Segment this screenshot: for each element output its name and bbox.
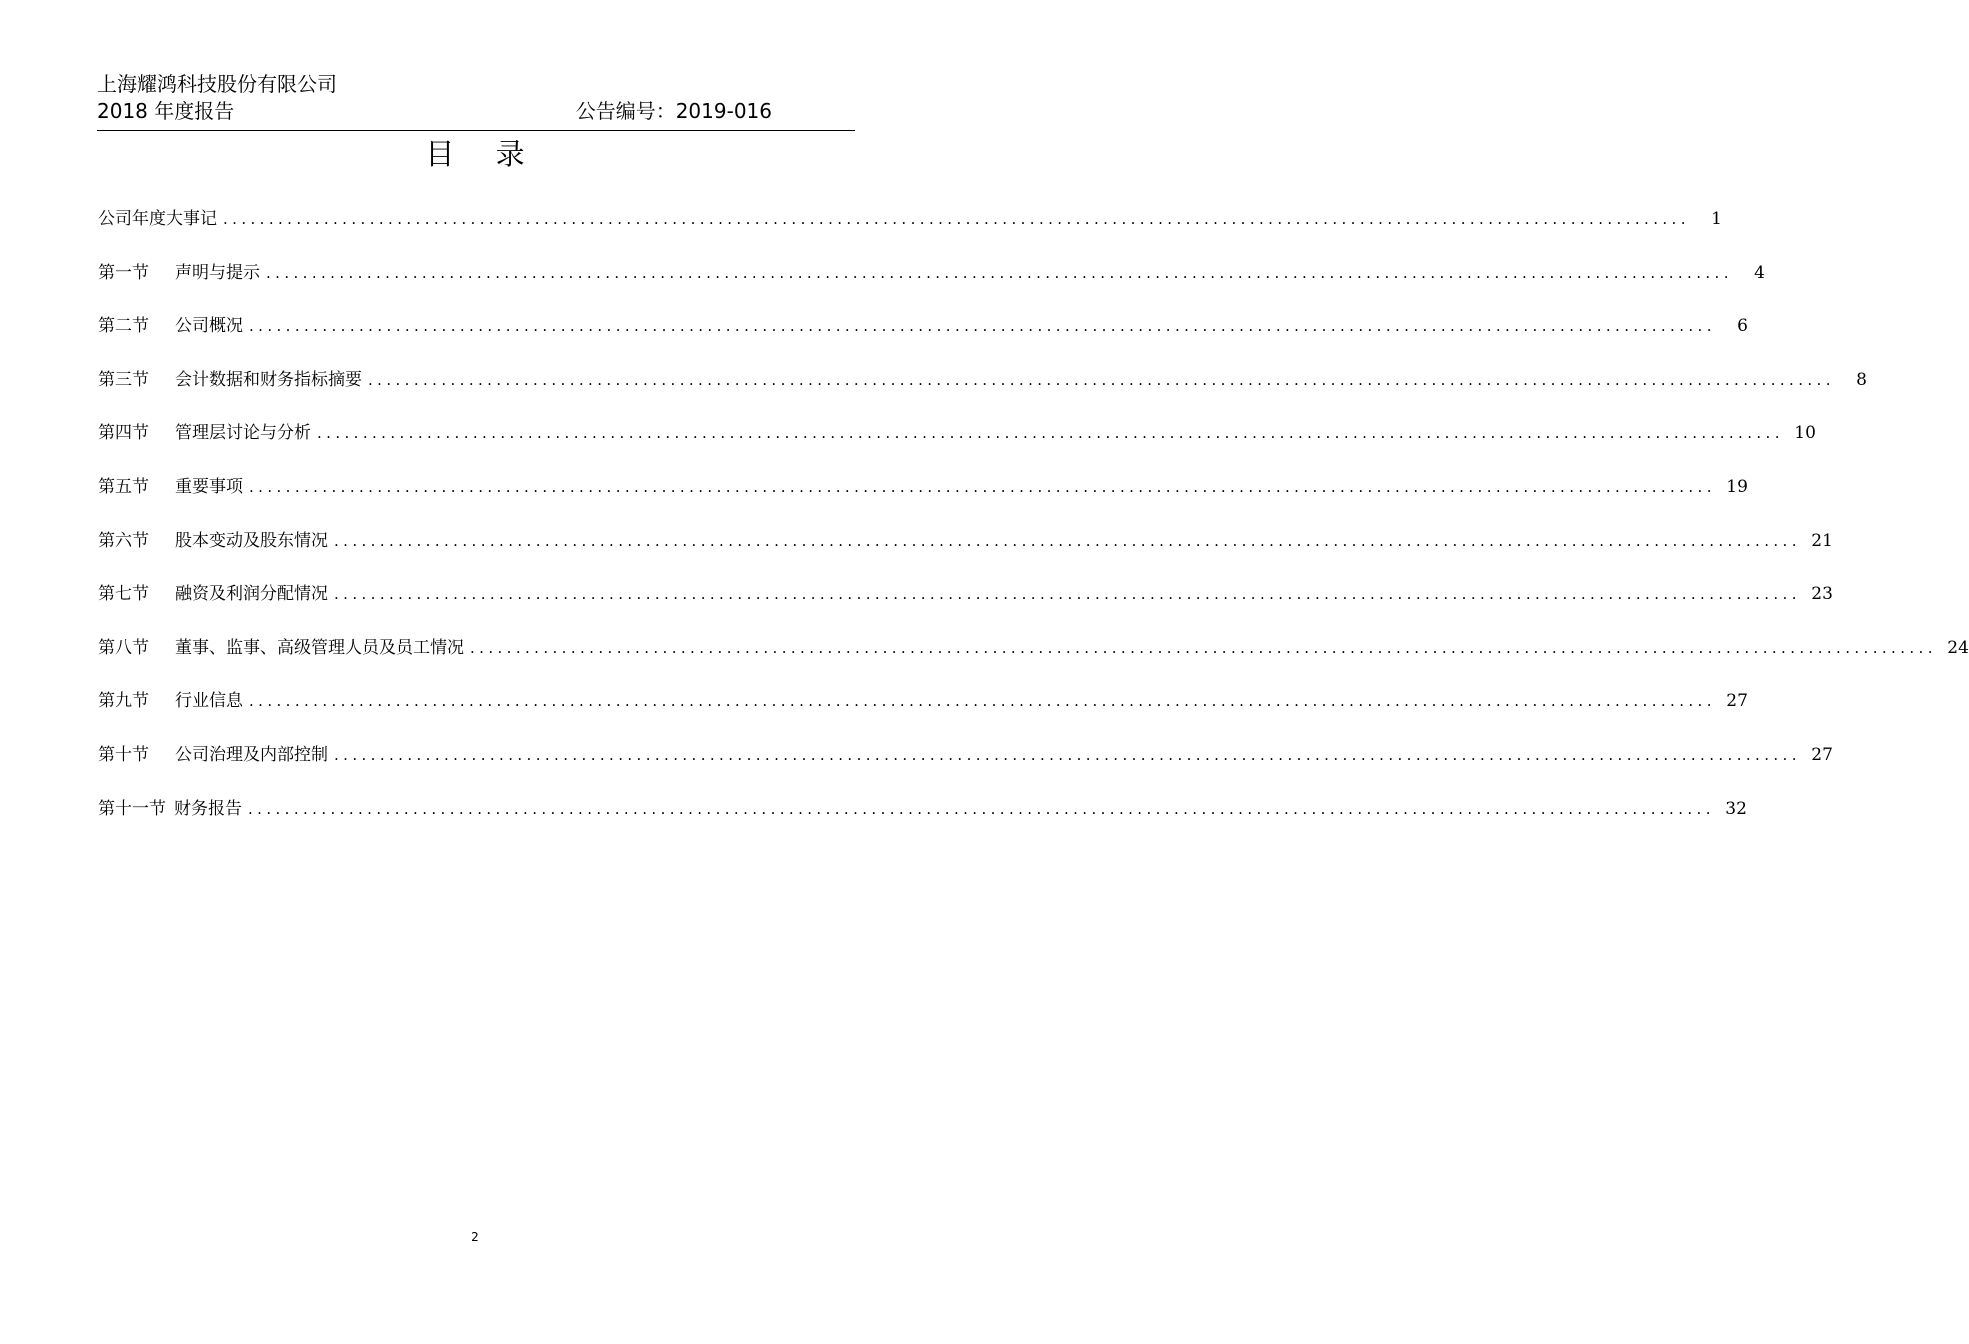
toc-section-number: 第九节: [98, 691, 149, 712]
toc-page-number: 19: [1726, 476, 1748, 497]
toc-section-number: 第十一节: [98, 798, 166, 819]
toc-page-number: 10: [1794, 423, 1816, 444]
toc-dot-leader: ................................................................................................................................................................: [470, 638, 1937, 657]
toc-section-number: 第二节: [98, 316, 149, 337]
toc-title: 目 录: [425, 137, 541, 171]
toc-entry[interactable]: [98, 741, 1833, 795]
toc-dot-leader: ................................................................................................................................................................: [368, 370, 1835, 389]
toc-dot-leader: ................................................................................................................................................................: [334, 531, 1801, 550]
toc-dot-leader: ................................................................................................................................................................: [248, 799, 1715, 818]
toc-dot-leader: ................................................................................................................................................................: [249, 692, 1716, 711]
toc-dot-leader: ................................................................................................................................................................: [249, 317, 1716, 336]
page-number: 2: [471, 1230, 479, 1244]
toc-section-title: 公司治理及内部控制: [175, 744, 328, 765]
toc-entry[interactable]: [98, 795, 1747, 849]
toc-page-number: 8: [1856, 369, 1867, 390]
toc-section-number: 第五节: [98, 476, 149, 497]
toc-dot-leader: ................................................................................................................................................................: [266, 263, 1733, 282]
toc-section-title: 融资及利润分配情况: [175, 584, 328, 605]
toc-page-number: 21: [1811, 530, 1833, 551]
company-name: 上海耀鸿科技股份有限公司: [97, 72, 337, 96]
toc-page-number: 27: [1811, 744, 1833, 765]
table-of-contents: [98, 205, 1969, 848]
toc-section-number: 第三节: [98, 369, 149, 390]
toc-section-title: 董事、监事、高级管理人员及员工情况: [175, 637, 464, 658]
toc-dot-leader: ................................................................................................................................................................: [334, 585, 1801, 604]
toc-dot-leader: ................................................................................................................................................................: [334, 745, 1801, 764]
toc-page-number: 23: [1811, 584, 1833, 605]
toc-entry[interactable]: [98, 259, 1765, 313]
toc-section-number: 第六节: [98, 530, 149, 551]
toc-section-number: 第四节: [98, 423, 149, 444]
toc-section-title: 公司概况: [175, 316, 243, 337]
toc-section-number: 第七节: [98, 584, 149, 605]
toc-entry[interactable]: [98, 634, 1969, 688]
toc-section-title: 财务报告: [174, 798, 242, 819]
toc-page-number: 24: [1947, 637, 1969, 658]
toc-entry[interactable]: [98, 366, 1867, 420]
toc-section-number: 第十节: [98, 744, 149, 765]
toc-page-number: 6: [1737, 316, 1748, 337]
toc-entry[interactable]: [98, 419, 1816, 473]
toc-entry[interactable]: [98, 687, 1748, 741]
toc-section-title: 股本变动及股东情况: [175, 530, 328, 551]
toc-section-title: 会计数据和财务指标摘要: [175, 369, 362, 390]
toc-page-number: 4: [1754, 262, 1765, 283]
toc-entry[interactable]: [98, 580, 1833, 634]
toc-dot-leader: ................................................................................................................................................................: [223, 210, 1690, 228]
toc-page-number: 27: [1726, 691, 1748, 712]
toc-entry[interactable]: [98, 473, 1748, 527]
notice-number: 公告编号：2019-016: [575, 99, 772, 123]
toc-section-title: 行业信息: [175, 691, 243, 712]
toc-section-title: 重要事项: [175, 476, 243, 497]
page-header: [97, 66, 855, 131]
toc-entry[interactable]: [98, 312, 1748, 366]
toc-dot-leader: ................................................................................................................................................................: [249, 477, 1716, 496]
toc-section-title: 公司年度大事记: [98, 209, 217, 229]
toc-page-number: 1: [1711, 209, 1722, 229]
toc-section-number: 第一节: [98, 262, 149, 283]
toc-dot-leader: ................................................................................................................................................................: [317, 424, 1784, 443]
toc-section-number: 第八节: [98, 637, 149, 658]
toc-section-title: 管理层讨论与分析: [175, 423, 311, 444]
toc-page-number: 32: [1725, 798, 1747, 819]
report-title: 2018 年度报告: [97, 99, 235, 123]
toc-entry[interactable]: [98, 527, 1833, 581]
toc-entry[interactable]: [98, 205, 1722, 259]
toc-section-title: 声明与提示: [175, 262, 260, 283]
